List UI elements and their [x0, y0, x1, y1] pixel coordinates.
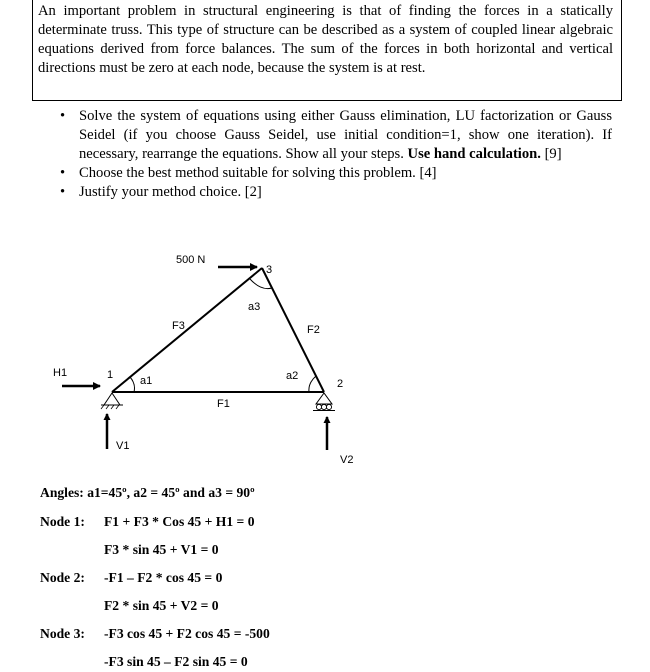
node-1-heading: Node 1: — [40, 514, 85, 529]
task-emphasis: Use hand calculation. — [407, 146, 541, 162]
node-3-label: 3 — [266, 264, 273, 276]
angle-a1-arc — [130, 377, 135, 392]
v1-label: V1 — [116, 440, 130, 452]
angle-a3-label: a3 — [248, 301, 261, 313]
node-2-equation-y: F2 * sin 45 + V2 = 0 — [104, 598, 219, 613]
bullet-icon: • — [60, 165, 66, 181]
node-3-equation-y: -F3 sin 45 – F2 sin 45 = 0 — [104, 654, 248, 669]
angles-statement: Angles: a1=45º, a2 = 45º and a3 = 90º — [40, 485, 255, 500]
pin-support-icon — [101, 393, 123, 409]
angle-a1-label: a1 — [140, 375, 153, 387]
v2-label: V2 — [340, 454, 354, 466]
member-f3-line — [112, 268, 262, 392]
h1-label: H1 — [53, 367, 68, 379]
roller-support-icon — [313, 393, 335, 411]
node-3-equation-x: -F3 cos 45 + F2 cos 45 = -500 — [104, 626, 270, 641]
bullet-icon: • — [60, 108, 66, 124]
member-f2-label: F2 — [307, 324, 320, 336]
angle-a2-label: a2 — [286, 370, 299, 382]
intro-paragraph: An important problem in structural engineering is that of finding the forces in a statically determinate truss. This type of structure can be described as a system of coupled linear algebraic equations derived from force balances. The sum of the forces in both horizontal and vertical directions must be zero at each node, because the system is at rest. — [38, 3, 613, 76]
task-text: Justify your method choice. [2] — [79, 184, 262, 200]
member-f1-label: F1 — [217, 398, 230, 410]
angle-a2-arc — [309, 376, 316, 392]
task-text: Choose the best method suitable for solving this problem. [4] — [79, 165, 437, 181]
node-2-label: 2 — [337, 378, 344, 390]
task-text: Solve the system of equations using either Gauss elimination, LU factorization or Gauss Seidel (if you choose Gauss Seidel, use initial condition=1, show one iteration). If necessary, rearrange the equations. Show all your steps. — [79, 108, 612, 162]
task-marks: [9] — [540, 146, 562, 162]
node-1-equation-x: F1 + F3 * Cos 45 + H1 = 0 — [104, 514, 255, 529]
node-1-equation-y: F3 * sin 45 + V1 = 0 — [104, 542, 219, 557]
node-2-heading: Node 2: — [40, 570, 85, 585]
node-2-equation-x: -F1 – F2 * cos 45 = 0 — [104, 570, 223, 585]
load-label: 500 N — [176, 254, 206, 266]
node-1-label: 1 — [107, 369, 114, 381]
member-f3-label: F3 — [172, 320, 185, 332]
node-3-heading: Node 3: — [40, 626, 85, 641]
bullet-icon: • — [60, 184, 66, 200]
